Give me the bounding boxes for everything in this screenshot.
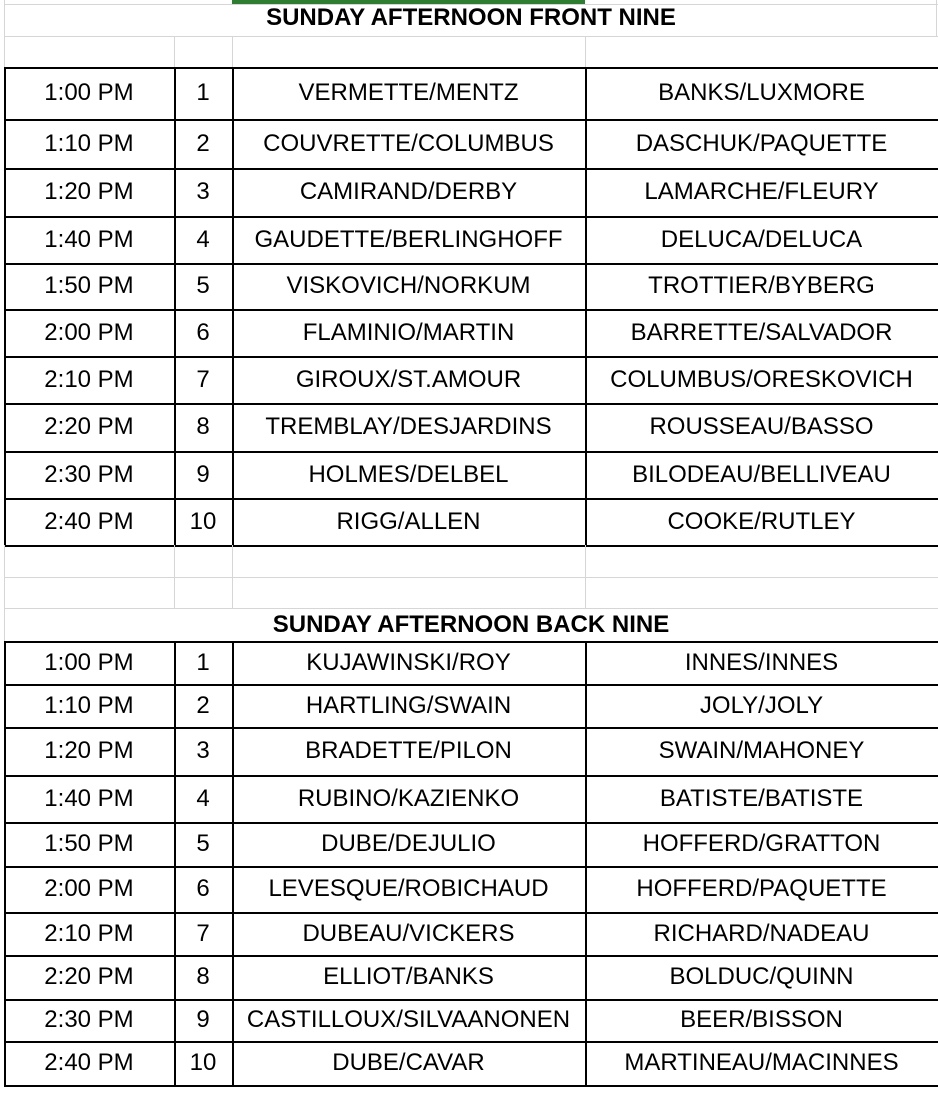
team-one-cell[interactable]: KUJAWINSKI/ROY xyxy=(306,648,511,676)
front-nine-tee-row xyxy=(0,403,938,451)
hole-number-cell[interactable]: 6 xyxy=(196,875,210,902)
hole-number-cell[interactable]: 3 xyxy=(196,737,210,764)
team-two-cell[interactable]: BANKS/LUXMORE xyxy=(658,79,865,106)
tee-time-cell[interactable]: 2:00 PM xyxy=(44,318,134,346)
tee-time-cell[interactable]: 2:20 PM xyxy=(44,413,134,440)
grid-line xyxy=(4,4,938,5)
back-nine-tee-row xyxy=(0,822,938,866)
hole-number-cell[interactable]: 9 xyxy=(196,460,210,488)
grid-line xyxy=(4,641,938,643)
grid-line xyxy=(4,545,5,608)
team-one-cell[interactable]: HARTLING/SWAIN xyxy=(305,691,512,719)
grid-line xyxy=(4,608,5,641)
grid-line xyxy=(585,641,587,1085)
tee-time-cell[interactable]: 1:20 PM xyxy=(44,178,134,205)
grid-line xyxy=(4,356,938,358)
grid-line xyxy=(232,641,234,1085)
grid-line xyxy=(4,1085,938,1087)
team-two-cell[interactable]: BATISTE/BATISTE xyxy=(659,784,864,812)
front-nine-tee-row xyxy=(0,309,938,356)
grid-line xyxy=(585,36,586,67)
hole-number-cell[interactable]: 5 xyxy=(196,830,210,857)
team-one-cell[interactable]: DUBEAU/VICKERS xyxy=(302,919,515,947)
grid-line xyxy=(585,545,586,608)
hole-number-cell[interactable]: 8 xyxy=(196,413,210,440)
back-nine-tee-row xyxy=(0,955,938,999)
grid-line xyxy=(4,1041,938,1043)
front-nine-tee-row xyxy=(0,498,938,545)
team-two-cell[interactable]: COOKE/RUTLEY xyxy=(667,507,856,535)
hole-number-cell[interactable]: 8 xyxy=(196,963,210,990)
back-nine-tee-row xyxy=(0,999,938,1041)
hole-number-cell[interactable]: 1 xyxy=(196,648,210,676)
back-nine-tee-row xyxy=(0,727,938,775)
grid-line xyxy=(4,955,938,957)
front-nine-tee-row xyxy=(0,168,938,216)
grid-line xyxy=(585,67,587,545)
hole-number-cell[interactable]: 7 xyxy=(196,365,210,393)
team-two-cell[interactable]: BOLDUC/QUINN xyxy=(669,963,854,990)
grid-line xyxy=(936,0,937,36)
grid-line xyxy=(4,403,938,405)
tee-time-cell[interactable]: 2:40 PM xyxy=(44,507,134,535)
tee-time-cell[interactable]: 2:40 PM xyxy=(44,1049,134,1076)
grid-line xyxy=(4,866,938,868)
hole-number-cell[interactable]: 2 xyxy=(196,691,210,719)
back-nine-tee-row xyxy=(0,684,938,727)
tee-time-cell[interactable]: 1:00 PM xyxy=(44,79,134,106)
grid-line xyxy=(4,36,938,37)
tee-time-cell[interactable]: 2:10 PM xyxy=(44,365,134,393)
tee-time-cell[interactable]: 1:20 PM xyxy=(44,737,134,764)
team-one-cell[interactable]: GAUDETTE/BERLINGHOFF xyxy=(254,225,563,253)
team-two-cell[interactable]: RICHARD/NADEAU xyxy=(653,919,870,947)
tee-time-cell[interactable]: 1:40 PM xyxy=(44,784,134,812)
hole-number-cell[interactable]: 9 xyxy=(196,1006,210,1033)
team-two-cell[interactable]: BARRETTE/SALVADOR xyxy=(630,318,893,346)
hole-number-cell[interactable]: 10 xyxy=(189,507,217,535)
grid-line xyxy=(4,641,6,1085)
grid-line xyxy=(4,775,938,777)
back-nine-title: SUNDAY AFTERNOON BACK NINE xyxy=(272,610,670,638)
grid-line xyxy=(4,67,6,545)
grid-line xyxy=(4,577,938,578)
team-two-cell[interactable]: INNES/INNES xyxy=(684,648,839,676)
grid-line xyxy=(232,36,233,67)
hole-number-cell[interactable]: 10 xyxy=(189,1049,217,1076)
tee-time-cell[interactable]: 2:30 PM xyxy=(44,1006,134,1033)
hole-number-cell[interactable]: 6 xyxy=(196,318,210,346)
tee-time-cell[interactable]: 1:10 PM xyxy=(44,129,134,157)
grid-line xyxy=(4,309,938,311)
hole-number-cell[interactable]: 2 xyxy=(196,129,210,157)
team-one-cell[interactable]: VERMETTE/MENTZ xyxy=(298,79,519,106)
team-one-cell[interactable]: TREMBLAY/DESJARDINS xyxy=(265,413,552,440)
tee-time-cell[interactable]: 1:00 PM xyxy=(44,648,134,676)
grid-line xyxy=(4,684,938,686)
front-nine-tee-row xyxy=(0,356,938,403)
grid-line xyxy=(232,67,234,545)
back-nine-tee-row xyxy=(0,775,938,822)
grid-line xyxy=(4,168,938,170)
grid-line xyxy=(4,0,5,36)
grid-line xyxy=(4,545,938,547)
team-one-cell[interactable]: GIROUX/ST.AMOUR xyxy=(295,365,522,393)
back-nine-tee-row xyxy=(0,641,938,684)
grid-line xyxy=(4,36,5,67)
grid-line xyxy=(174,36,175,67)
hole-number-cell[interactable]: 7 xyxy=(196,919,210,947)
team-two-cell[interactable]: HOFFERD/GRATTON xyxy=(642,830,881,857)
team-one-cell[interactable]: RIGG/ALLEN xyxy=(336,507,481,535)
tee-time-cell[interactable]: 1:40 PM xyxy=(44,225,134,253)
grid-line xyxy=(4,999,938,1001)
team-one-cell[interactable]: CAMIRAND/DERBY xyxy=(299,178,518,205)
grid-line xyxy=(4,451,938,453)
tee-time-cell[interactable]: 1:10 PM xyxy=(44,691,134,719)
front-nine-tee-row xyxy=(0,263,938,309)
team-one-cell[interactable]: RUBINO/KAZIENKO xyxy=(297,784,520,812)
front-nine-title-row xyxy=(0,0,938,36)
grid-line xyxy=(4,216,938,218)
team-two-cell[interactable]: TROTTIER/BYBERG xyxy=(648,272,875,299)
team-one-cell[interactable]: BRADETTE/PILON xyxy=(305,737,512,764)
grid-line xyxy=(4,912,938,914)
team-one-cell[interactable]: ELLIOT/BANKS xyxy=(323,963,494,990)
team-two-cell[interactable]: BEER/BISSON xyxy=(680,1006,843,1033)
team-two-cell[interactable]: DELUCA/DELUCA xyxy=(660,225,863,253)
grid-line xyxy=(174,67,176,545)
team-one-cell[interactable]: HOLMES/DELBEL xyxy=(308,460,509,488)
grid-line xyxy=(4,498,938,500)
grid-line xyxy=(4,119,938,121)
team-two-cell[interactable]: COLUMBUS/ORESKOVICH xyxy=(610,365,913,393)
hole-number-cell[interactable]: 5 xyxy=(196,272,210,299)
front-nine-title: SUNDAY AFTERNOON FRONT NINE xyxy=(266,4,676,31)
tee-time-cell[interactable]: 2:30 PM xyxy=(44,460,134,488)
grid-line xyxy=(4,263,938,265)
team-one-cell[interactable]: LEVESQUE/ROBICHAUD xyxy=(268,875,549,902)
team-one-cell[interactable]: DUBE/DEJULIO xyxy=(321,830,496,857)
hole-number-cell[interactable]: 1 xyxy=(196,79,210,106)
hole-number-cell[interactable]: 4 xyxy=(196,784,210,812)
tee-time-cell[interactable]: 2:10 PM xyxy=(44,919,134,947)
grid-line xyxy=(4,727,938,729)
team-one-cell[interactable]: VISKOVICH/NORKUM xyxy=(286,272,531,299)
team-two-cell[interactable]: HOFFERD/PAQUETTE xyxy=(636,875,887,902)
team-two-cell[interactable]: JOLY/JOLY xyxy=(699,691,824,719)
back-nine-tee-row xyxy=(0,866,938,912)
tee-time-cell[interactable]: 2:20 PM xyxy=(44,963,134,990)
hole-number-cell[interactable]: 4 xyxy=(196,225,210,253)
team-two-cell[interactable]: LAMARCHE/FLEURY xyxy=(644,178,879,205)
back-nine-tee-row xyxy=(0,1041,938,1085)
tee-time-cell[interactable]: 1:50 PM xyxy=(44,830,134,857)
tee-time-cell[interactable]: 2:00 PM xyxy=(44,875,134,902)
team-one-cell[interactable]: DUBE/CAVAR xyxy=(332,1049,485,1076)
team-one-cell[interactable]: COUVRETTE/COLUMBUS xyxy=(263,129,554,157)
grid-line xyxy=(4,67,938,69)
back-nine-title-row xyxy=(0,608,938,641)
team-one-cell[interactable]: CASTILLOUX/SILVAANONEN xyxy=(246,1006,571,1033)
team-one-cell[interactable]: FLAMINIO/MARTIN xyxy=(302,318,515,346)
grid-line xyxy=(232,545,233,608)
front-nine-tee-row xyxy=(0,119,938,168)
grid-line xyxy=(174,545,175,608)
grid-line xyxy=(4,822,938,824)
front-nine-tee-row xyxy=(0,216,938,263)
team-two-cell[interactable]: DASCHUK/PAQUETTE xyxy=(635,129,888,157)
team-two-cell[interactable]: BILODEAU/BELLIVEAU xyxy=(632,460,891,488)
back-nine-tee-row xyxy=(0,912,938,955)
front-nine-tee-row xyxy=(0,451,938,498)
tee-time-cell[interactable]: 1:50 PM xyxy=(44,272,134,299)
team-two-cell[interactable]: MARTINEAU/MACINNES xyxy=(624,1049,899,1076)
team-two-cell[interactable]: SWAIN/MAHONEY xyxy=(658,737,865,764)
hole-number-cell[interactable]: 3 xyxy=(196,178,210,205)
front-nine-tee-row xyxy=(0,67,938,119)
team-two-cell[interactable]: ROUSSEAU/BASSO xyxy=(649,413,874,440)
grid-line xyxy=(174,641,176,1085)
